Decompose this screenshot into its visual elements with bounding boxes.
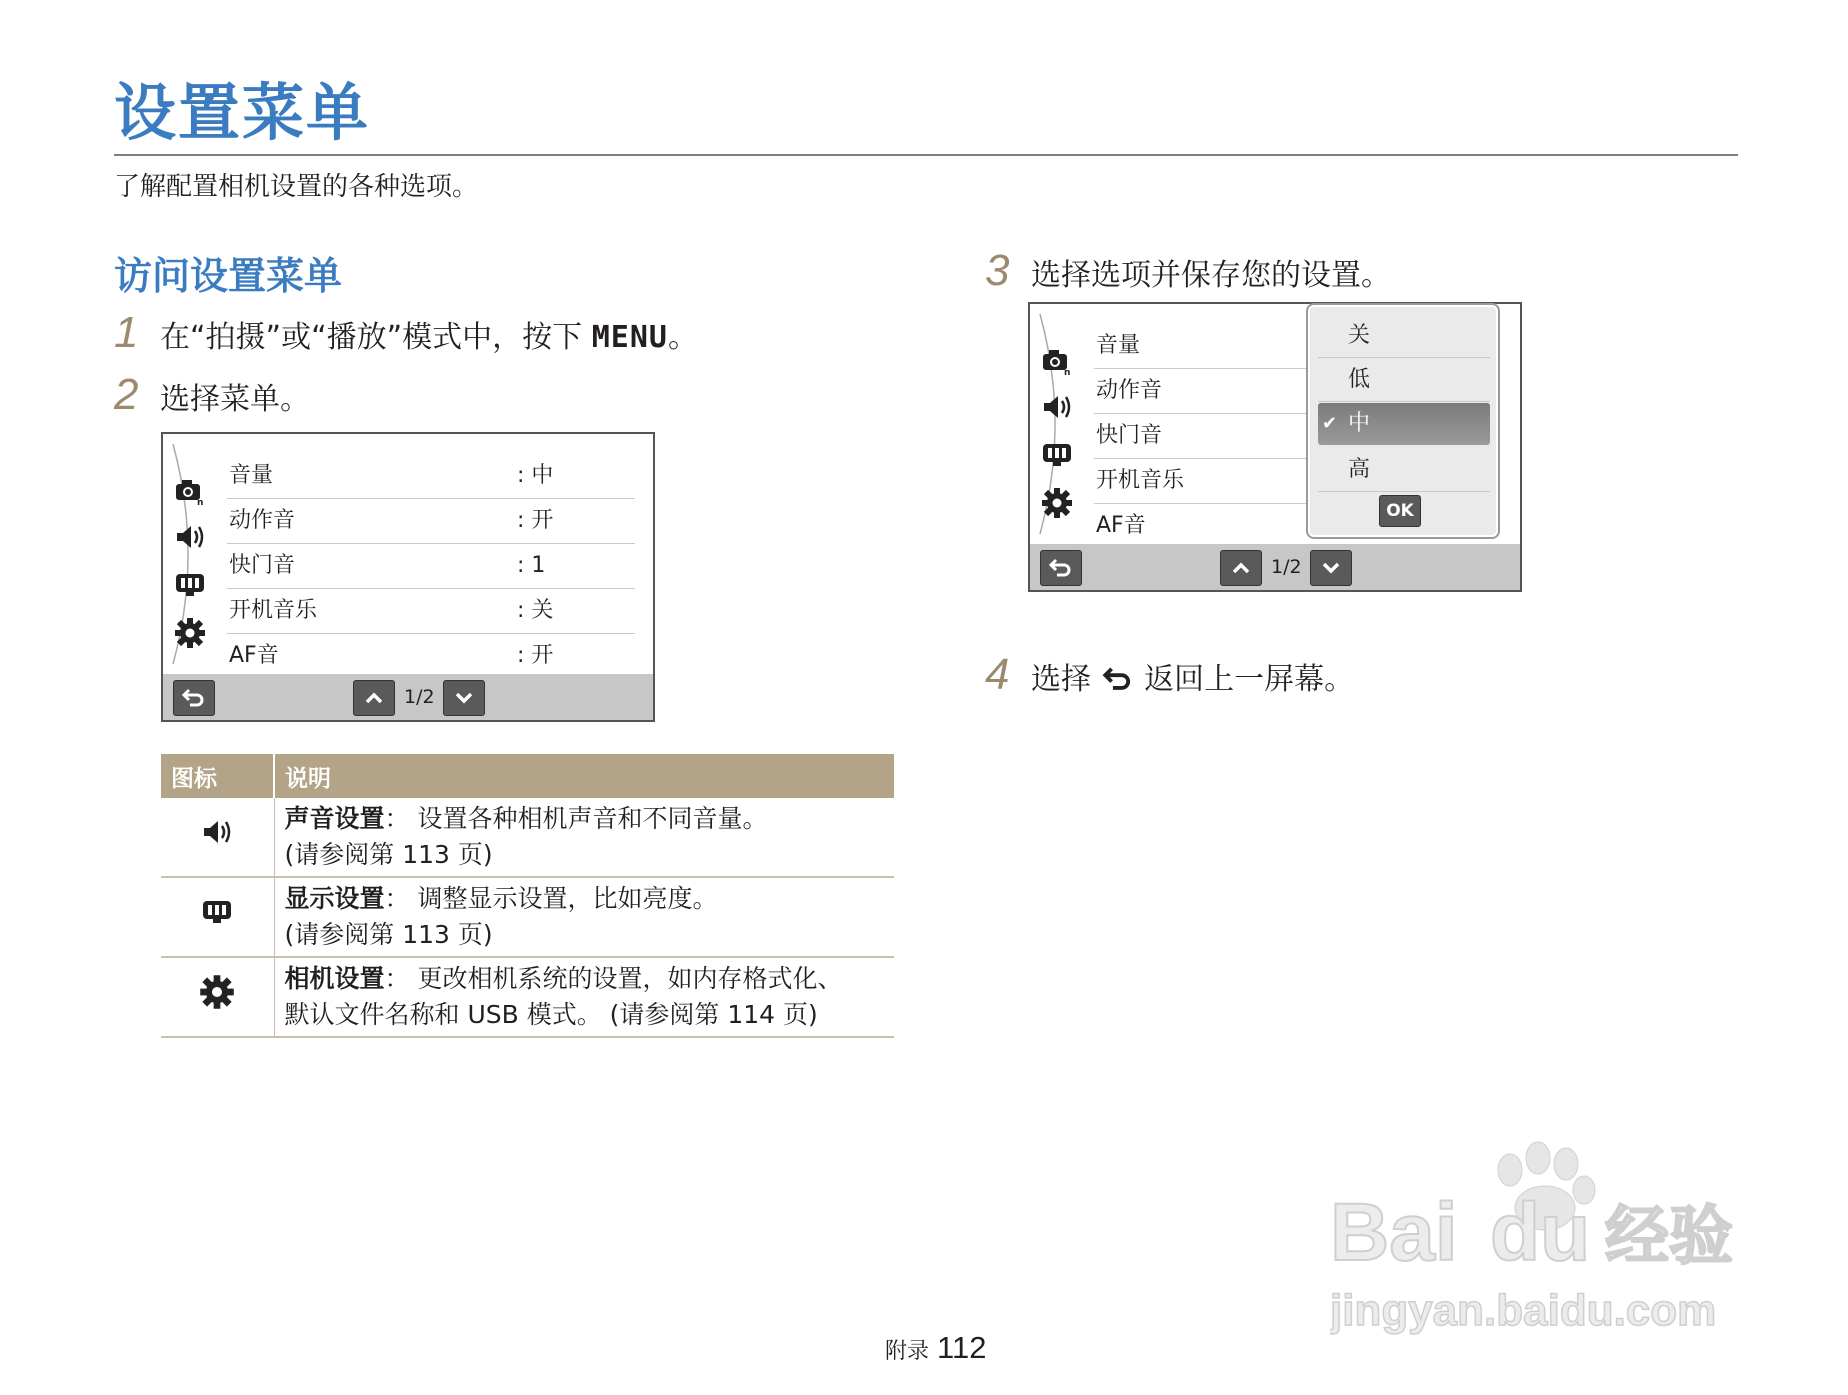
gear-icon[interactable] (1040, 486, 1074, 520)
row-reference: 默认文件名称和 USB 模式。 (请参阅第 114 页) (284, 1000, 818, 1029)
step-3 (985, 246, 1391, 296)
step-text: 选择选项并保存您的设置。 (1031, 258, 1391, 293)
row-description: ： 更改相机系统的设置，如内存格式化、 (384, 964, 843, 993)
setting-row-shutter-sound[interactable]: 快门音 : 1 (227, 544, 635, 589)
page-down-button[interactable] (1310, 550, 1352, 586)
back-button[interactable] (173, 680, 215, 716)
chevron-up-icon (364, 691, 384, 705)
option-item-selected[interactable]: ✔ 中 (1318, 403, 1490, 445)
speaker-icon[interactable] (1040, 390, 1074, 424)
setting-row-start-sound[interactable]: 开机音乐 : 关 (227, 589, 635, 634)
table-header-description: 说明 (274, 754, 894, 798)
speaker-icon (198, 815, 236, 849)
step-text-after: 。 (667, 320, 698, 355)
step-text-before: 选择 (1031, 662, 1091, 697)
camera-settings-icon[interactable] (1040, 344, 1074, 378)
chevron-down-icon (1321, 561, 1341, 575)
ok-button[interactable]: OK (1379, 495, 1421, 527)
bottom-bar (1030, 544, 1520, 590)
page-up-button[interactable] (353, 680, 395, 716)
step-number: 2 (114, 370, 139, 419)
page-indicator: 1/2 (1271, 556, 1302, 578)
row-description: ： 设置各种相机声音和不同音量。 (384, 804, 768, 833)
row-reference: (请参阅第 113 页) (284, 920, 493, 949)
page-number: 112 (937, 1330, 987, 1365)
checkmark-icon: ✔ (1322, 413, 1338, 434)
icon-description-table (161, 754, 894, 1038)
baidu-watermark-logo (1330, 1130, 1770, 1350)
settings-list (227, 454, 635, 678)
watermark-cn: 经验 (1605, 1200, 1733, 1274)
footer-label: 附录 (885, 1339, 930, 1364)
step-2 (114, 370, 310, 420)
option-popup (1306, 303, 1500, 539)
svg-text:n: n (1064, 368, 1071, 378)
step-text-before: 在“拍摄”或“播放”模式中，按下 (160, 320, 583, 355)
back-arrow-icon (1049, 557, 1073, 579)
back-arrow-icon (1101, 665, 1135, 693)
setting-row-af-sound[interactable]: AF音 : 开 (229, 643, 554, 668)
watermark-url: jingyan.baidu.com (1330, 1286, 1717, 1335)
section-title: 访问设置菜单 (114, 254, 343, 298)
option-item[interactable]: 关 (1318, 315, 1490, 358)
watermark-brand: Bai (1330, 1187, 1458, 1278)
gear-icon (198, 973, 236, 1011)
camera-settings-icon[interactable] (173, 474, 207, 508)
setting-row-af-sound[interactable]: AF音 (1096, 513, 1146, 538)
intro-text: 了解配置相机设置的各种选项。 (114, 172, 479, 202)
gear-icon[interactable] (173, 616, 207, 650)
table-row (161, 877, 894, 957)
setting-row-shutter-sound[interactable]: 快门音 (1094, 414, 1334, 459)
back-arrow-icon (182, 687, 206, 709)
setting-row-function-sound[interactable]: 动作音 : 开 (227, 499, 635, 544)
step-text: 选择菜单。 (160, 382, 310, 417)
table-row (161, 798, 894, 877)
option-item[interactable]: 高 (1318, 449, 1490, 492)
row-title: 相机设置 (284, 964, 385, 993)
back-button[interactable] (1040, 550, 1082, 586)
row-reference: (请参阅第 113 页) (284, 840, 493, 869)
menu-key-label: MENU (591, 320, 668, 355)
step-number: 4 (985, 650, 1010, 699)
setting-row-start-sound[interactable]: 开机音乐 (1094, 459, 1334, 504)
setting-row-function-sound[interactable]: 动作音 (1094, 369, 1334, 414)
step-text-after: 返回上一屏幕。 (1144, 662, 1355, 697)
step-number: 3 (985, 246, 1010, 295)
page-up-button[interactable] (1220, 550, 1262, 586)
step-text (1031, 654, 1354, 698)
page-title: 设置菜单 (114, 76, 371, 149)
title-divider (114, 154, 1738, 156)
page-footer (885, 1330, 986, 1366)
camera-screen-settings (161, 432, 655, 722)
chevron-down-icon (454, 691, 474, 705)
setting-row-volume[interactable]: 音量 (1094, 324, 1334, 369)
page-down-button[interactable] (443, 680, 485, 716)
step-1 (114, 308, 698, 358)
row-title: 显示设置 (284, 884, 385, 913)
option-item[interactable]: 低 (1318, 359, 1490, 402)
setting-row-volume[interactable]: 音量 : 中 (227, 454, 635, 499)
table-header-icon: 图标 (161, 754, 274, 798)
table-row (161, 957, 894, 1037)
display-icon[interactable] (1040, 438, 1074, 472)
step-number: 1 (114, 308, 139, 357)
settings-list (1094, 324, 1334, 548)
bottom-bar (163, 674, 653, 720)
row-title: 声音设置 (284, 804, 385, 833)
svg-text:n: n (197, 498, 204, 508)
step-text (160, 312, 698, 356)
step-4 (985, 650, 1354, 700)
page-indicator: 1/2 (404, 686, 435, 708)
display-icon[interactable] (173, 568, 207, 602)
display-icon (198, 895, 236, 929)
row-description: ： 调整显示设置，比如亮度。 (384, 884, 718, 913)
speaker-icon[interactable] (173, 520, 207, 554)
watermark-brand-2: du (1490, 1187, 1591, 1278)
chevron-up-icon (1231, 561, 1251, 575)
